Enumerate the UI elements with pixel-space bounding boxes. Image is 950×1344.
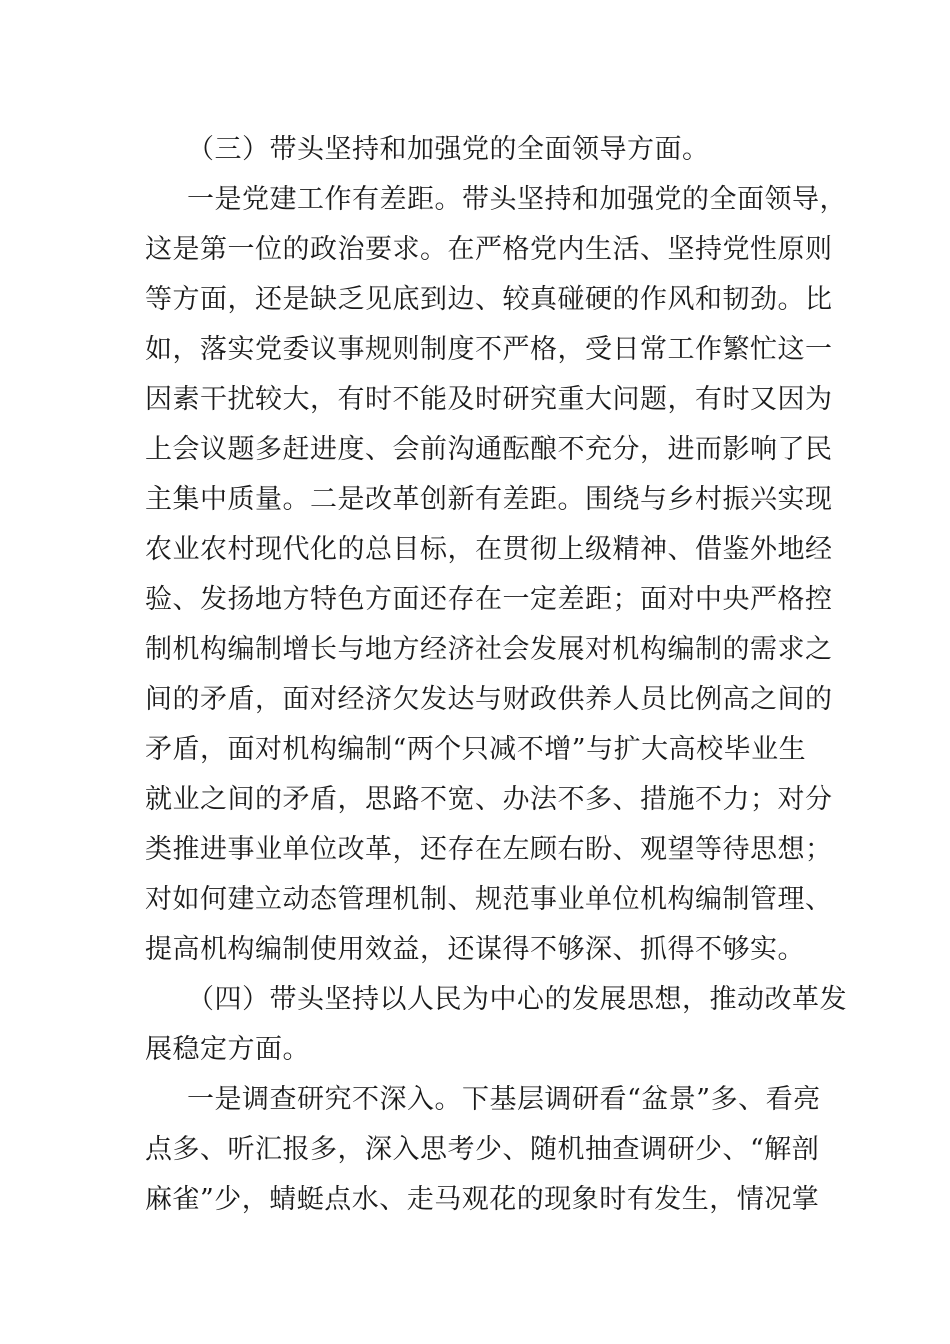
paragraph-line: 一是党建工作有差距。带头坚持和加强党的全面领导， [187, 184, 847, 215]
paragraph-line: 等方面，还是缺乏见底到边、较真碰硬的作风和韧劲。比 [145, 284, 833, 315]
paragraph-line: 如，落实党委议事规则制度不严格，受日常工作繁忙这一 [145, 334, 833, 365]
paragraph-line: 制机构编制增长与地方经济社会发展对机构编制的需求之 [145, 634, 833, 665]
paragraph-line: 因素干扰较大，有时不能及时研究重大问题，有时又因为 [145, 384, 833, 415]
section-heading-3: （三）带头坚持和加强党的全面领导方面。 [187, 134, 710, 165]
paragraph-line: 主集中质量。二是改革创新有差距。围绕与乡村振兴实现 [145, 484, 833, 515]
paragraph-line: 麻雀”少，蜻蜓点水、走马观花的现象时有发生，情况掌 [145, 1184, 820, 1215]
paragraph-line: 农业农村现代化的总目标，在贯彻上级精神、借鉴外地经 [145, 534, 833, 565]
paragraph-line: 矛盾，面对机构编制“两个只减不增”与扩大高校毕业生 [145, 734, 807, 765]
paragraph-line: 这是第一位的政治要求。在严格党内生活、坚持党性原则 [145, 234, 833, 265]
paragraph-line: 间的矛盾，面对经济欠发达与财政供养人员比例高之间的 [145, 684, 833, 715]
paragraph-line: 一是调查研究不深入。下基层调研看“盆景”多、看亮 [187, 1084, 821, 1115]
paragraph-line: 上会议题多赶进度、会前沟通酝酿不充分，进而影响了民 [145, 434, 833, 465]
section-heading-4: （四）带头坚持以人民为中心的发展思想，推动改革发 [187, 984, 847, 1015]
paragraph-line: 类推进事业单位改革，还存在左顾右盼、观望等待思想； [145, 834, 833, 865]
section-heading-4-cont: 展稳定方面。 [145, 1034, 310, 1065]
paragraph-line: 点多、听汇报多，深入思考少、随机抽查调研少、“解剖 [145, 1134, 820, 1165]
paragraph-line: 验、发扬地方特色方面还存在一定差距；面对中央严格控 [145, 584, 833, 615]
paragraph-line: 提高机构编制使用效益，还谋得不够深、抓得不够实。 [145, 934, 805, 965]
paragraph-line: 就业之间的矛盾，思路不宽、办法不多、措施不力；对分 [145, 784, 833, 815]
paragraph-line: 对如何建立动态管理机制、规范事业单位机构编制管理、 [145, 884, 833, 915]
